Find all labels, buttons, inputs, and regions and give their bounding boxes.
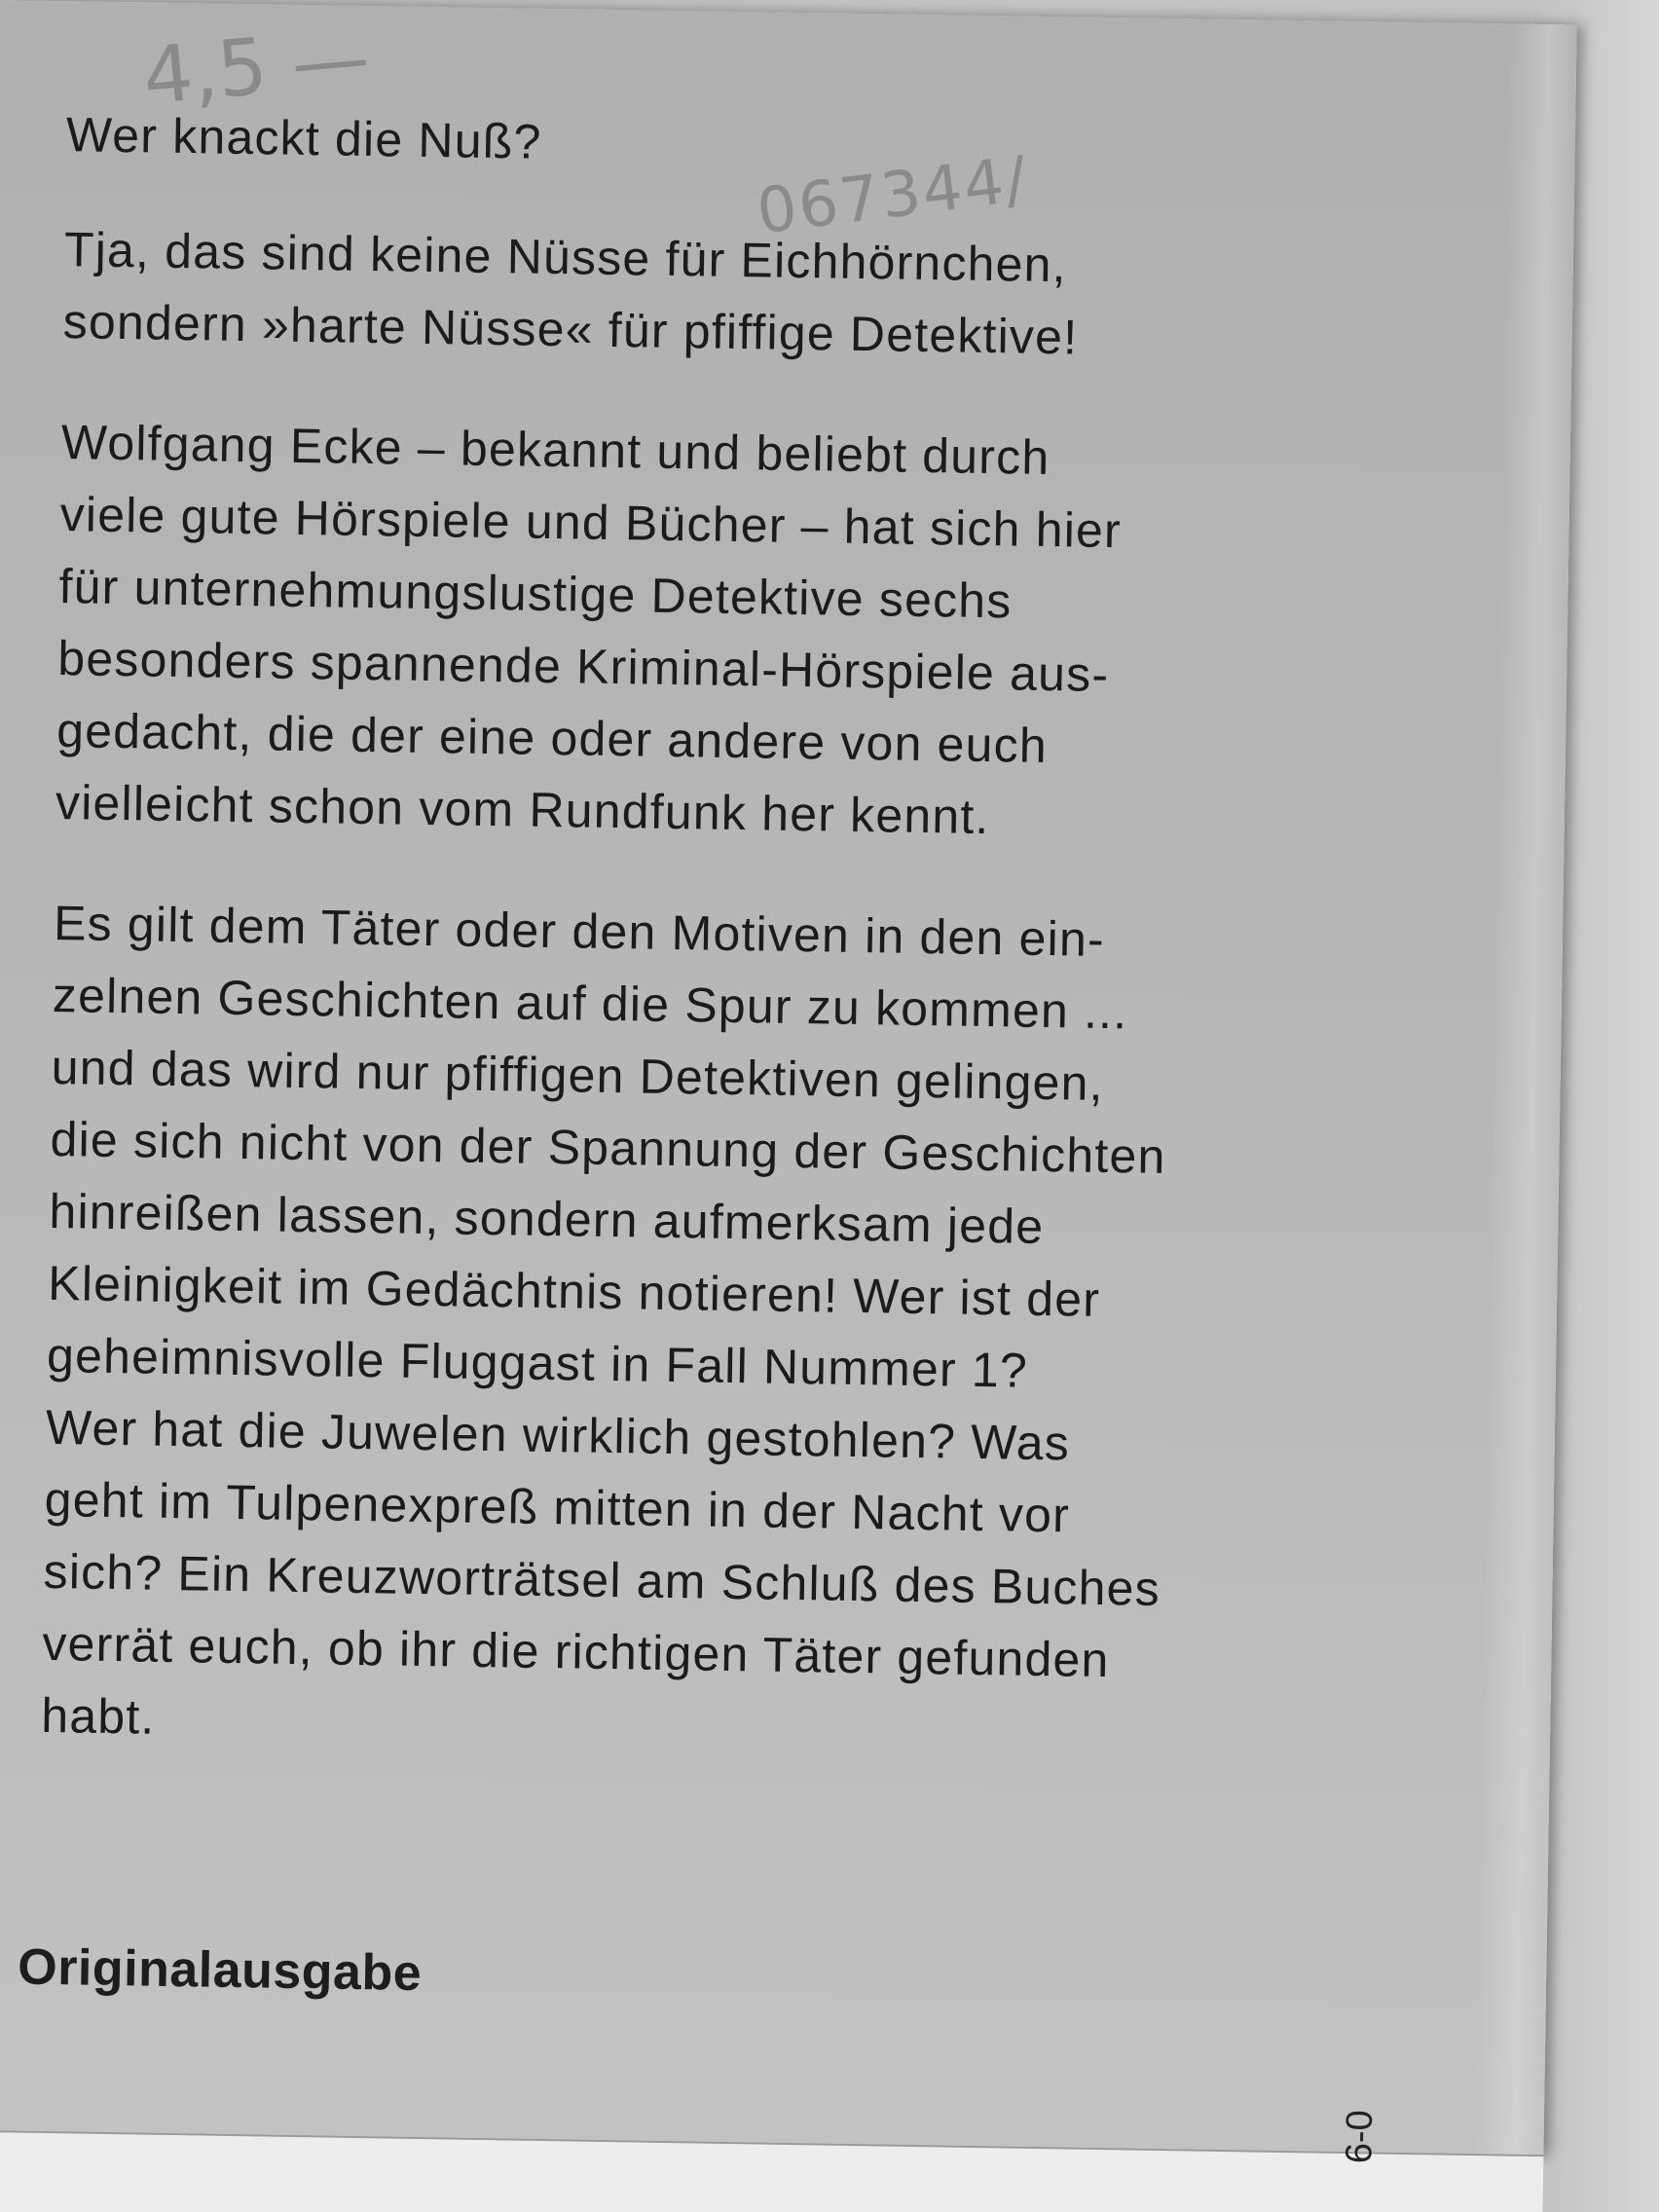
blurb-paragraph-2: [55, 406, 1444, 860]
blurb-line: vielleicht schon vom Rundfunk her kennt.: [55, 775, 990, 845]
blurb-line: Wolfgang Ecke – bekannt und beliebt durch: [60, 415, 1051, 485]
blurb-line: zelnen Geschichten auf die Spur zu kommen ...: [52, 967, 1128, 1040]
blurb-line: hinreißen lassen, sondern aufmerksam jede: [49, 1183, 1045, 1254]
blurb-line: und das wird nur pfiffigen Detektiven gelingen,: [51, 1039, 1105, 1111]
blurb-line: geht im Tulpenexpreß mitten in der Nacht vor: [44, 1471, 1071, 1543]
handwritten-price: 4,5 —: [139, 11, 374, 123]
blurb-paragraph-1: [62, 213, 1447, 379]
blurb-line: habt.: [40, 1687, 156, 1745]
handwritten-number: 067344/: [753, 143, 1033, 249]
blurb-line: verrät euch, ob ihr die richtigen Täter gefunden: [42, 1615, 1111, 1688]
blurb-line: geheimnisvolle Fluggast in Fall Nummer 1?: [46, 1327, 1029, 1398]
blurb-line: Wer hat die Juwelen wirklich gestohlen? Was: [45, 1399, 1071, 1471]
blurb-line: die sich nicht von der Spannung der Geschichten: [50, 1111, 1166, 1184]
blurb-line: viele gute Hörspiele und Bücher – hat sich hier: [59, 487, 1123, 559]
blurb-line: sich? Ein Kreuzworträtsel am Schluß des Buches: [43, 1543, 1161, 1616]
blurb-line: gedacht, die der eine oder andere von euch: [55, 703, 1049, 773]
blurb-line: Tja, das sind keine Nüsse für Eichhörnchen,: [63, 222, 1068, 293]
blurb-title: Wer knackt die Nuß?: [65, 107, 542, 169]
blurb-text: [40, 98, 1449, 1822]
blurb-paragraph-3: [41, 887, 1437, 1773]
blurb-line: besonders spannende Kriminal-Hörspiele aus-: [56, 631, 1110, 702]
blurb-line: sondern »harte Nüsse« für pfiffige Detektive!: [62, 294, 1079, 365]
edition-label: Originalausgabe: [17, 1938, 423, 2003]
spine-glare: [1475, 23, 1576, 2157]
blurb-line: für unternehmungslustige Detektive sechs: [58, 559, 1013, 629]
blurb-line: Kleinigkeit im Gedächtnis notieren! Wer ist der: [47, 1255, 1101, 1327]
isbn-fragment: 6-0: [1339, 2109, 1382, 2164]
blurb-line: Es gilt dem Täter oder den Motiven in den ein-: [53, 895, 1106, 967]
bottom-strip: [0, 2130, 1543, 2212]
